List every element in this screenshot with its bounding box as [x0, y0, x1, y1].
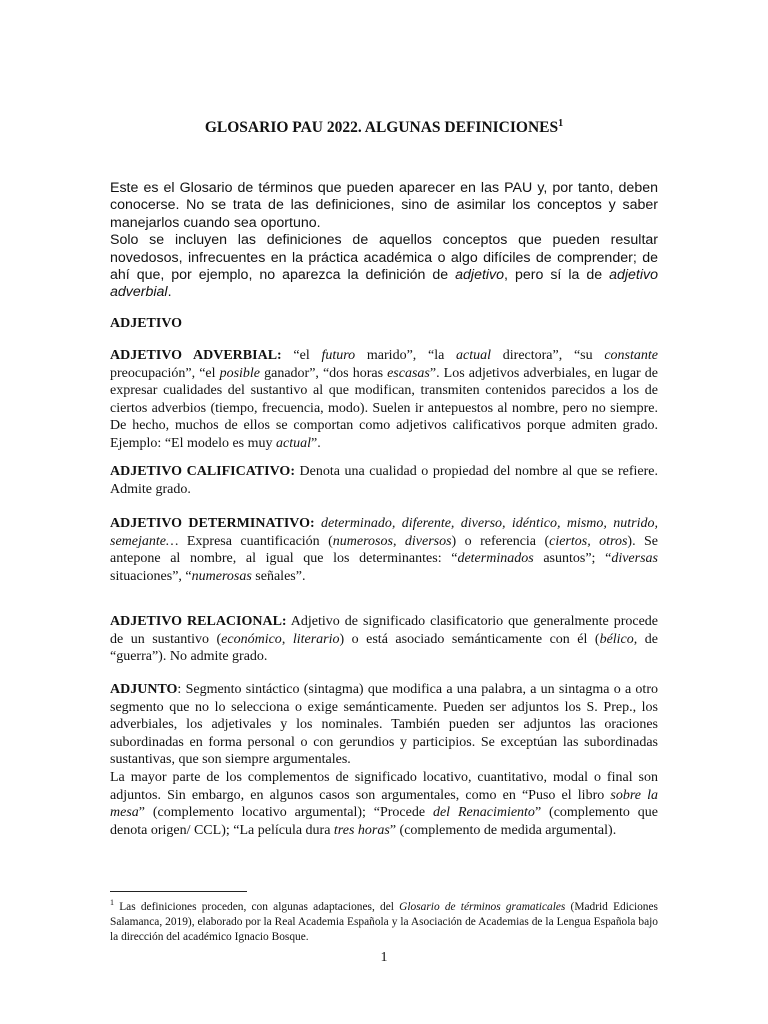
- entry-term: ADJETIVO RELACIONAL:: [110, 614, 287, 629]
- footnote-separator: [110, 891, 247, 892]
- entry-term: ADJUNTO: [110, 682, 178, 697]
- entry-adjetivo-determinativo: ADJETIVO DETERMINATIVO: determinado, diferente, diverso, idéntico, mismo, nutrido, semejante… Expresa cuantificación (numerosos, diversos) o referencia (ciertos, otros). Se antepone al nombre, al igual que los determinantes: “determinados asuntos”; “diversas situaciones”, “numerosas señales”.: [110, 516, 659, 584]
- footnote-mark: 1: [110, 898, 114, 907]
- section-heading-adjetivo: ADJETIVO: [110, 316, 183, 331]
- footnote: $^1$ Las definiciones proceden, con algunas adaptaciones, del Glosario de términos gramaticales (Madrid Ediciones Salamanca, 2019), elaborado por la Real Academia Española y la Asociación de Academias de la Lengua Española bajo la dirección del académico Ignacio Bosque.: [110, 898, 658, 944]
- intro-paragraph-1: Este es el Glosario de términos que pueden aparecer en las PAU y, por tanto, deben conocerse. No se trata de las definiciones, sino de asimilar los conceptos y saber manejarlos cuando sea oportuno.: [110, 180, 658, 231]
- entry-term: ADJETIVO ADVERBIAL:: [110, 348, 282, 363]
- entry-adjetivo-calificativo: ADJETIVO CALIFICATIVO: Denota una cualidad o propiedad del nombre al que se refiere. Admite grado.: [110, 464, 658, 497]
- entry-adjetivo-relacional: ADJETIVO RELACIONAL: Adjetivo de significado clasificatorio que generalmente procede de un sustantivo (económico, literario) o está asociado semánticamente con él (bélico, de “guerra”). No admite grado.: [110, 614, 658, 665]
- intro-paragraph-2: Solo se incluyen las definiciones de aquellos conceptos que pueden resultar novedosos, infrecuentes en la práctica académica o algo difíciles de comprender; de ahí que, por ejemplo, no aparezca la definición de adjetivo, pero sí la de adjetivo adverbial.: [110, 232, 659, 301]
- entry-term: ADJETIVO CALIFICATIVO:: [110, 464, 295, 479]
- entry-adjunto: ADJUNTO: Segmento sintáctico (sintagma) que modifica a una palabra, a un sintagma o a otro segmento que no lo selecciona o exige semánticamente. Pueden ser adjuntos los S. Prep., los adverbiales, los adjetivales y los nominales. También pueden ser adjuntos las oraciones subordinadas en forma personal o con gerundios y participios. Se exceptúan las subordinadas sustantivas, que son siempre argumentales. La mayor parte de los complementos de significado locativo, cuantitativo, modal o final son adjuntos. Sin embargo, en algunos casos son argumentales, como en “Puso el libro sobre la mesa” (complemento locativo argumental); “Procede del Renacimiento” (complemento que denota origen/ CCL); “La película dura tres horas” (complemento de medida argumental).: [110, 682, 659, 838]
- page-number: 1: [380, 950, 388, 965]
- footnote-reference: 1: [558, 118, 564, 129]
- entry-term: ADJETIVO DETERMINATIVO:: [110, 516, 315, 531]
- entry-adjetivo-adverbial: ADJETIVO ADVERBIAL: “el futuro marido”, “la actual directora”, “su constante preocupación”, “el posible ganador”, “dos horas escasas”. Los adjetivos adverbiales, en lugar de expresar cualidades del sustantivo al que modifican, transmiten contenidos parecidos a los de ciertos adverbios (tiempo, frecuencia, modo). Suelen ir antepuestos al nombre, pero no siempre. De hecho, muchos de ellos se comportan como adjetivos calificativos porque admiten grado. Ejemplo: “El modelo es muy actual”.: [110, 348, 658, 451]
- intro-section: [110, 180, 658, 302]
- page-title: GLOSARIO PAU 2022. ALGUNAS DEFINICIONES$^1$: [204, 118, 564, 136]
